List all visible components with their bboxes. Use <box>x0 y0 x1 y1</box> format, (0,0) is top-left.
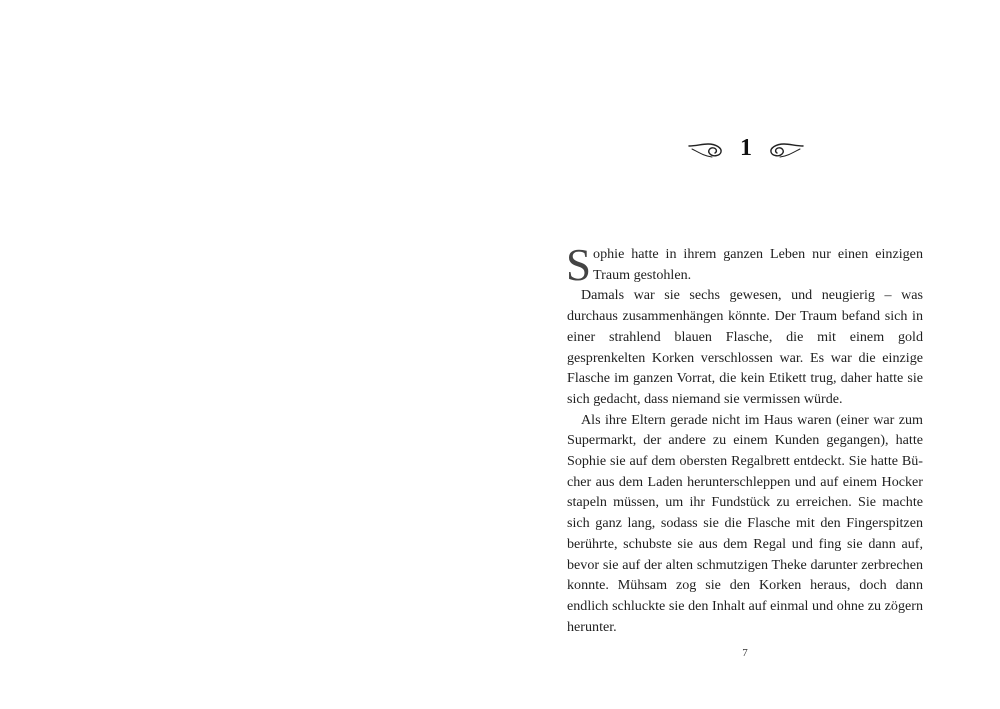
paragraph-1-text: ophie hatte in ihrem ganzen Leben nur einen einzigen Traum gestohlen. <box>593 246 923 283</box>
paragraph-2: Damals war sie sechs gewesen, und neugierig – was durchaus zusammenhängen könnte. Der Traum befand sich in einer strahlend blauen Flasche, die mit einem gold gesprenkelten Korken verschlossen war. Es war die einzige Flasche im ganzen Vorrat, die kein Etikett trug, daher hatte sie sich gedacht, dass niemand sie vermissen würde. <box>567 287 923 407</box>
chapter-body-text <box>566 240 923 637</box>
drop-cap: S <box>566 240 592 290</box>
swirl-ornament-left-icon <box>688 137 726 159</box>
chapter-number: 1 <box>740 135 752 161</box>
paragraph-1 <box>566 240 923 290</box>
right-page <box>500 0 1000 709</box>
page-number: 7 <box>742 647 748 659</box>
paragraph-3: Als ihre Eltern gerade nicht im Haus waren (einer war zum Supermarkt, der andere zu einem Kunden gegangen), hatte Sophie sie auf dem obersten Regalbrett entdeckt. Sie hatte Bücher aus dem Laden herunterschleppen und auf einem Hocker stapeln müssen, um ihr Fundstück zu erreichen. Sie machte sich ganz lang, sodass sie die Flasche mit den Fingerspitzen berührte, schubste sie aus dem Regal und fing sie dann auf, bevor sie auf der alten schmutzigen Theke darunter zerbrechen konnte. Mühsam zog sie den Korken heraus, doch dann endlich schluckte sie den Inhalt auf einmal und ohne zu zögern herunter. <box>567 411 923 635</box>
swirl-ornament-right-icon <box>766 137 804 159</box>
chapter-heading <box>688 130 804 166</box>
